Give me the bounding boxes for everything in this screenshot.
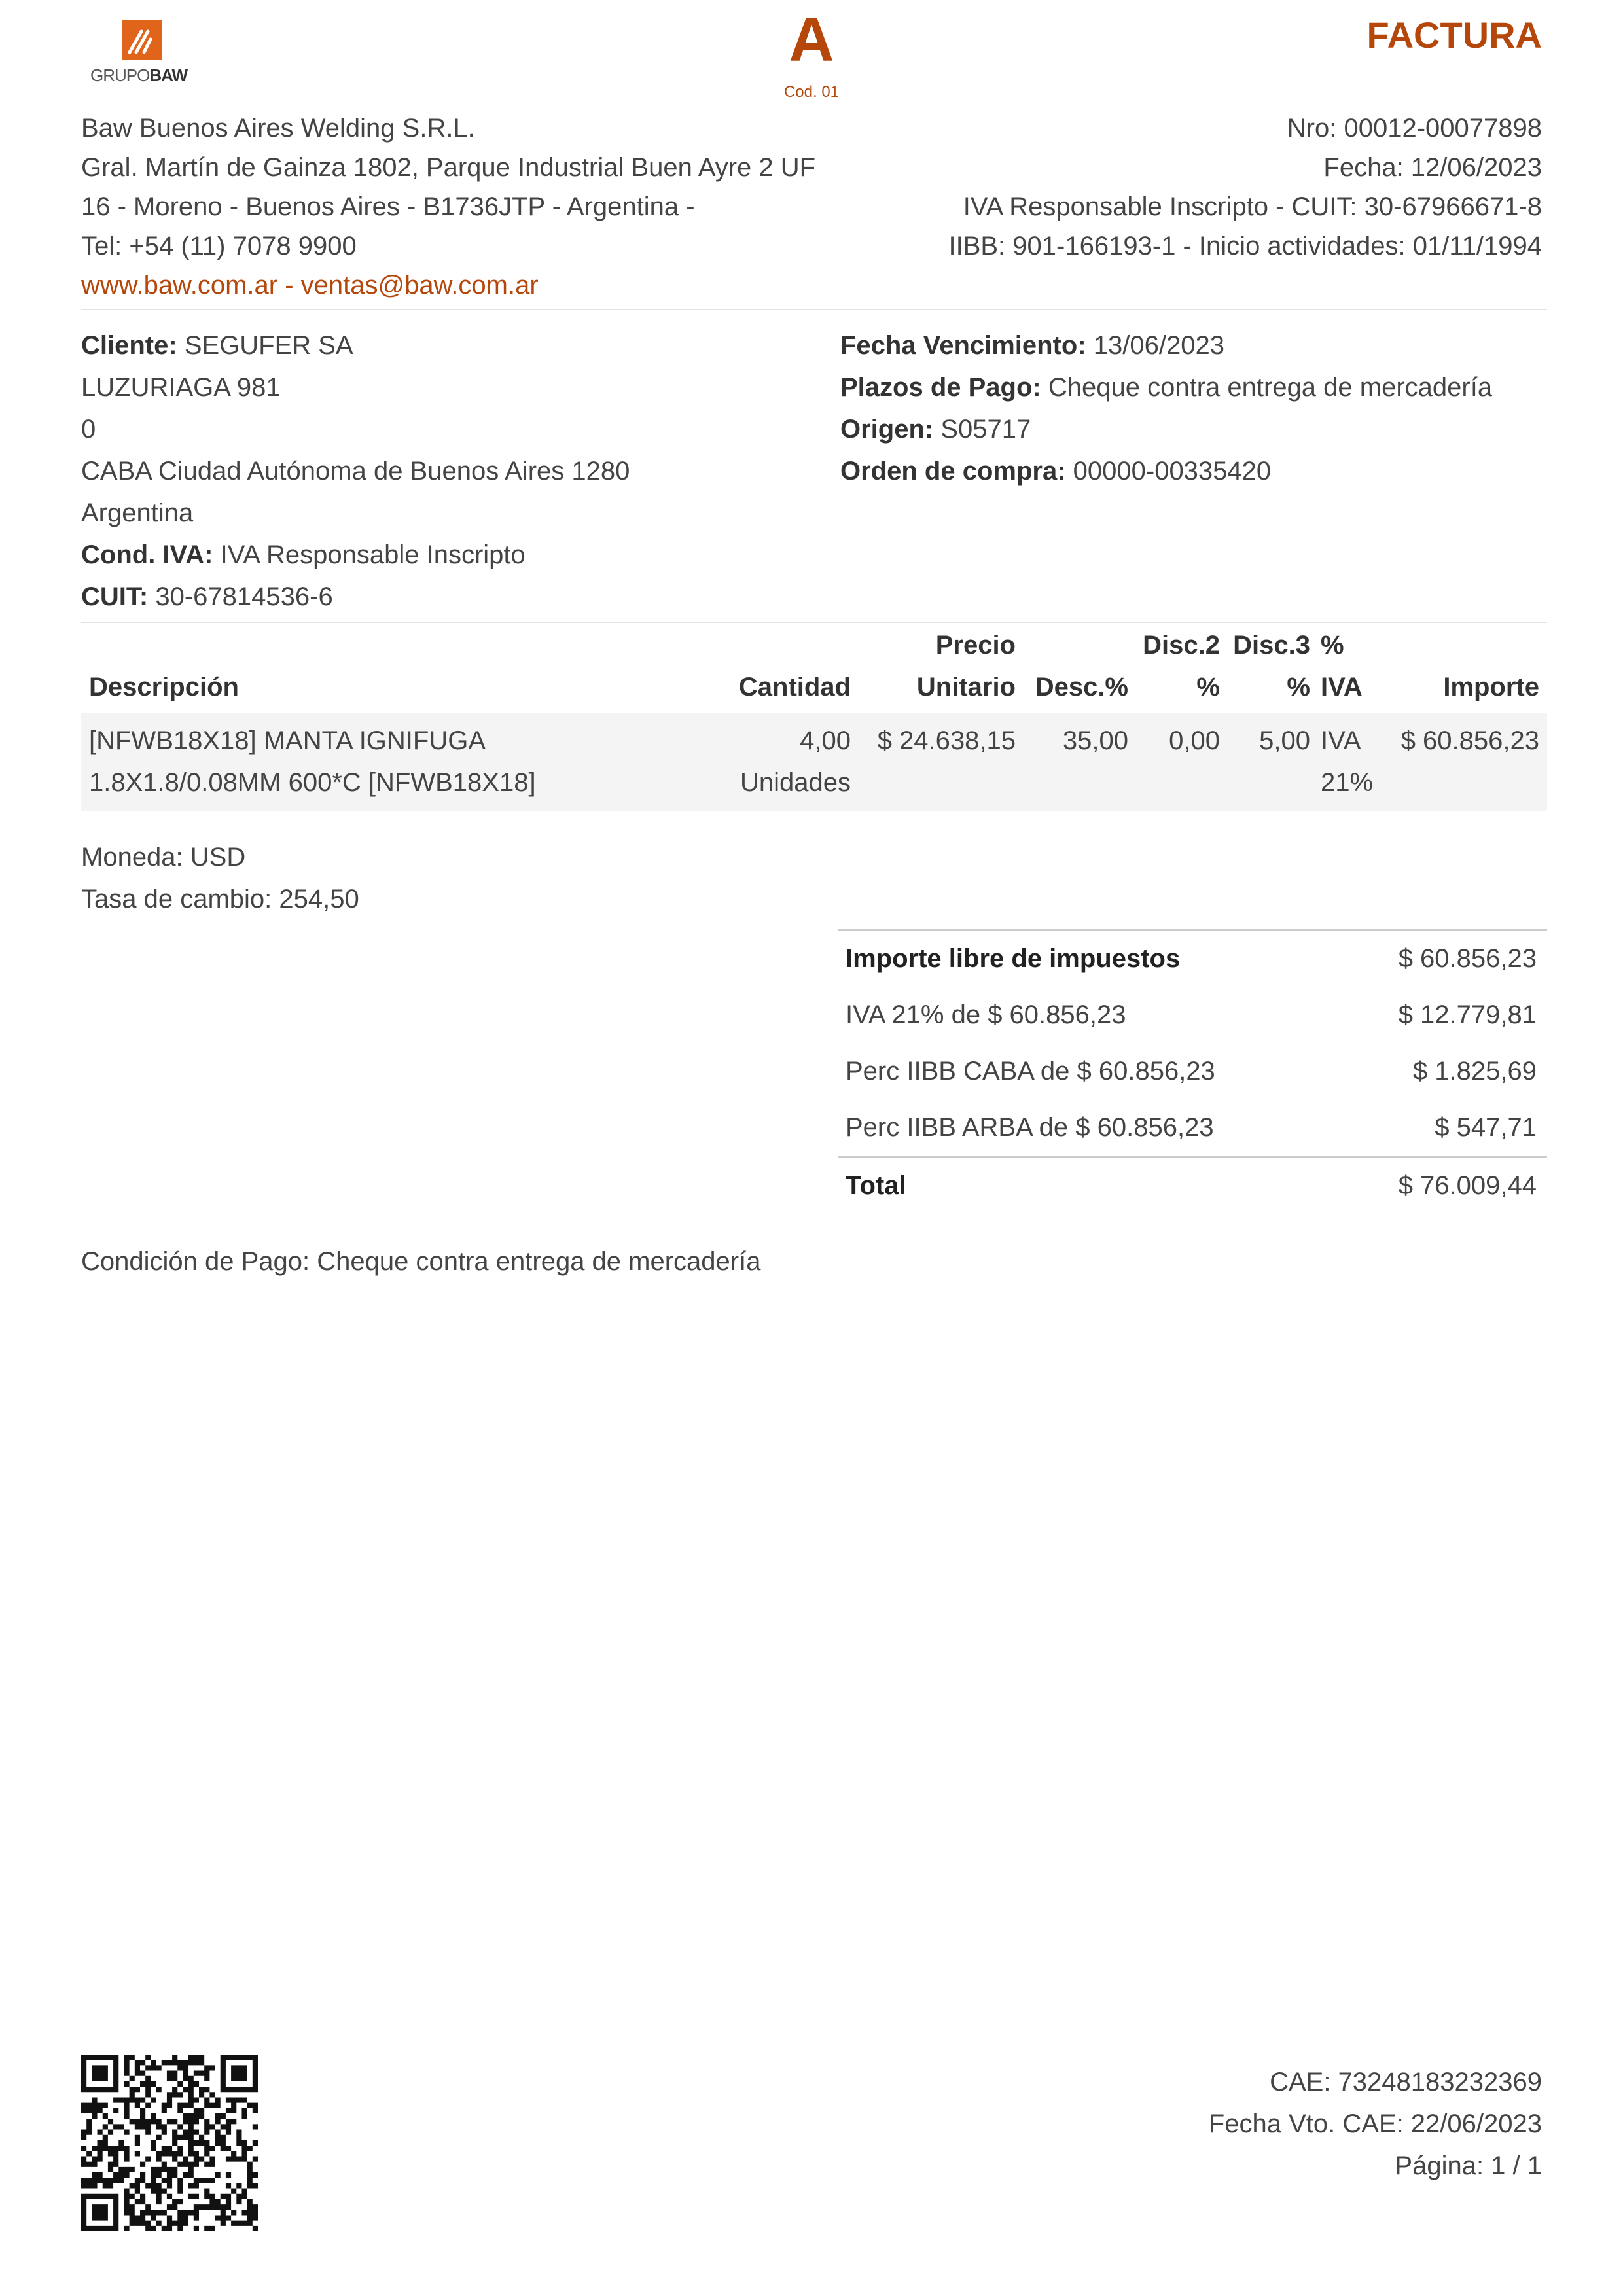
- client-iva-row: Cond. IVA: IVA Responsable Inscripto: [81, 540, 526, 569]
- client-line2: 0: [81, 415, 96, 444]
- invoice-iibb: IIBB: 901-166193-1 - Inicio actividades: 01/11/1994: [948, 232, 1542, 260]
- company-logo: [81, 20, 219, 92]
- divider: [81, 309, 1547, 310]
- invoice-letter: A: [789, 5, 834, 75]
- item-quantity: 4,00 Unidades: [740, 726, 851, 797]
- client-iva: IVA Responsable Inscripto: [220, 540, 526, 569]
- item-description: [NFWB18X18] MANTA IGNIFUGA 1.8X1.8/0.08MM 600*C [NFWB18X18]: [89, 726, 536, 797]
- iibb-caba-value: $ 1.825,69: [1412, 1057, 1537, 1086]
- col-description: Descripción: [89, 673, 239, 701]
- logo-mark-icon: [122, 20, 162, 60]
- item-discount: 35,00: [1062, 726, 1128, 755]
- iva-label: IVA 21% de $ 60.856,23: [846, 1000, 1126, 1029]
- subtotal-label: Importe libre de impuestos: [846, 944, 1181, 973]
- table-row: [81, 713, 1547, 811]
- client-country: Argentina: [81, 499, 194, 527]
- payment-terms-row: Plazos de Pago: Cheque contra entrega de mercadería: [840, 373, 1493, 402]
- qr-code-icon: [81, 2055, 258, 2231]
- invoice-date: Fecha: 12/06/2023: [1323, 153, 1542, 182]
- client-city: CABA Ciudad Autónoma de Buenos Aires 1280: [81, 457, 630, 486]
- col-iva: % IVA: [1321, 631, 1363, 701]
- client-name-row: Cliente: SEGUFER SA: [81, 331, 353, 360]
- qr-modules: [81, 2055, 258, 2231]
- company-address-line1: Gral. Martín de Gainza 1802, Parque Industrial Buen Ayre 2 UF: [81, 153, 816, 182]
- page-number: Página: 1 / 1: [1395, 2151, 1542, 2180]
- invoice-number: Nro: 00012-00077898: [1287, 114, 1542, 143]
- item-discount2: 0,00: [1169, 726, 1220, 755]
- col-quantity: Cantidad: [738, 673, 851, 701]
- item-amount: $ 60.856,23: [1400, 726, 1539, 755]
- cae-due-date: Fecha Vto. CAE: 22/06/2023: [1208, 2110, 1542, 2138]
- origin: S05717: [940, 415, 1031, 444]
- client-cuit: 30-67814536-6: [155, 582, 333, 611]
- totals-row-iibb-caba: [838, 1044, 1547, 1100]
- logo-wordmark: GRUPOBAW: [90, 65, 188, 85]
- table-header: [81, 623, 1547, 713]
- total-value: $ 76.009,44: [1398, 1171, 1537, 1200]
- iibb-caba-label: Perc IIBB CABA de $ 60.856,23: [846, 1057, 1215, 1086]
- invoice-iva-cuit: IVA Responsable Inscripto - CUIT: 30-67966671-8: [963, 192, 1542, 221]
- iva-value: $ 12.779,81: [1398, 1000, 1537, 1029]
- totals-row-iibb-arba: [838, 1100, 1547, 1156]
- col-discount2: Disc.2 %: [1143, 631, 1220, 701]
- client-name: SEGUFER SA: [184, 331, 353, 360]
- invoice-code: Cod. 01: [783, 83, 840, 101]
- col-unit-price: Precio Unitario: [916, 631, 1016, 701]
- totals-table: [838, 929, 1547, 1214]
- payment-condition: Condición de Pago: Cheque contra entrega de mercadería: [81, 1247, 761, 1276]
- totals-row-total: [838, 1156, 1547, 1214]
- item-unit-price: $ 24.638,15: [877, 726, 1016, 755]
- company-phone: Tel: +54 (11) 7078 9900: [81, 232, 357, 260]
- totals-row-subtotal: [838, 929, 1547, 987]
- items-table: [81, 623, 1547, 811]
- iibb-arba-label: Perc IIBB ARBA de $ 60.856,23: [846, 1113, 1214, 1142]
- payment-terms: Cheque contra entrega de mercadería: [1048, 373, 1493, 402]
- subtotal-value: $ 60.856,23: [1398, 944, 1537, 973]
- company-address-line2: 16 - Moreno - Buenos Aires - B1736JTP - Argentina -: [81, 192, 695, 221]
- item-discount3: 5,00: [1259, 726, 1310, 755]
- exchange-rate: Tasa de cambio: 254,50: [81, 885, 359, 913]
- company-web-email[interactable]: www.baw.com.ar - ventas@baw.com.ar: [81, 271, 539, 300]
- col-amount: Importe: [1443, 673, 1539, 701]
- cae-number: CAE: 73248183232369: [1270, 2068, 1542, 2096]
- totals-row-iva: [838, 987, 1547, 1044]
- col-discount: Desc.%: [1035, 673, 1128, 701]
- due-date-row: Fecha Vencimiento: 13/06/2023: [840, 331, 1224, 360]
- purchase-order: 00000-00335420: [1073, 457, 1272, 486]
- col-discount3: Disc.3 %: [1233, 631, 1310, 701]
- item-iva: IVA 21%: [1321, 726, 1374, 797]
- currency: Moneda: USD: [81, 843, 246, 872]
- client-street: LUZURIAGA 981: [81, 373, 281, 402]
- purchase-order-row: Orden de compra: 00000-00335420: [840, 457, 1272, 486]
- total-label: Total: [846, 1171, 906, 1200]
- due-date: 13/06/2023: [1093, 331, 1224, 360]
- document-title: FACTURA: [1366, 14, 1542, 56]
- client-cuit-row: CUIT: 30-67814536-6: [81, 582, 333, 611]
- origin-row: Origen: S05717: [840, 415, 1031, 444]
- company-name: Baw Buenos Aires Welding S.R.L.: [81, 114, 475, 143]
- iibb-arba-value: $ 547,71: [1435, 1113, 1537, 1142]
